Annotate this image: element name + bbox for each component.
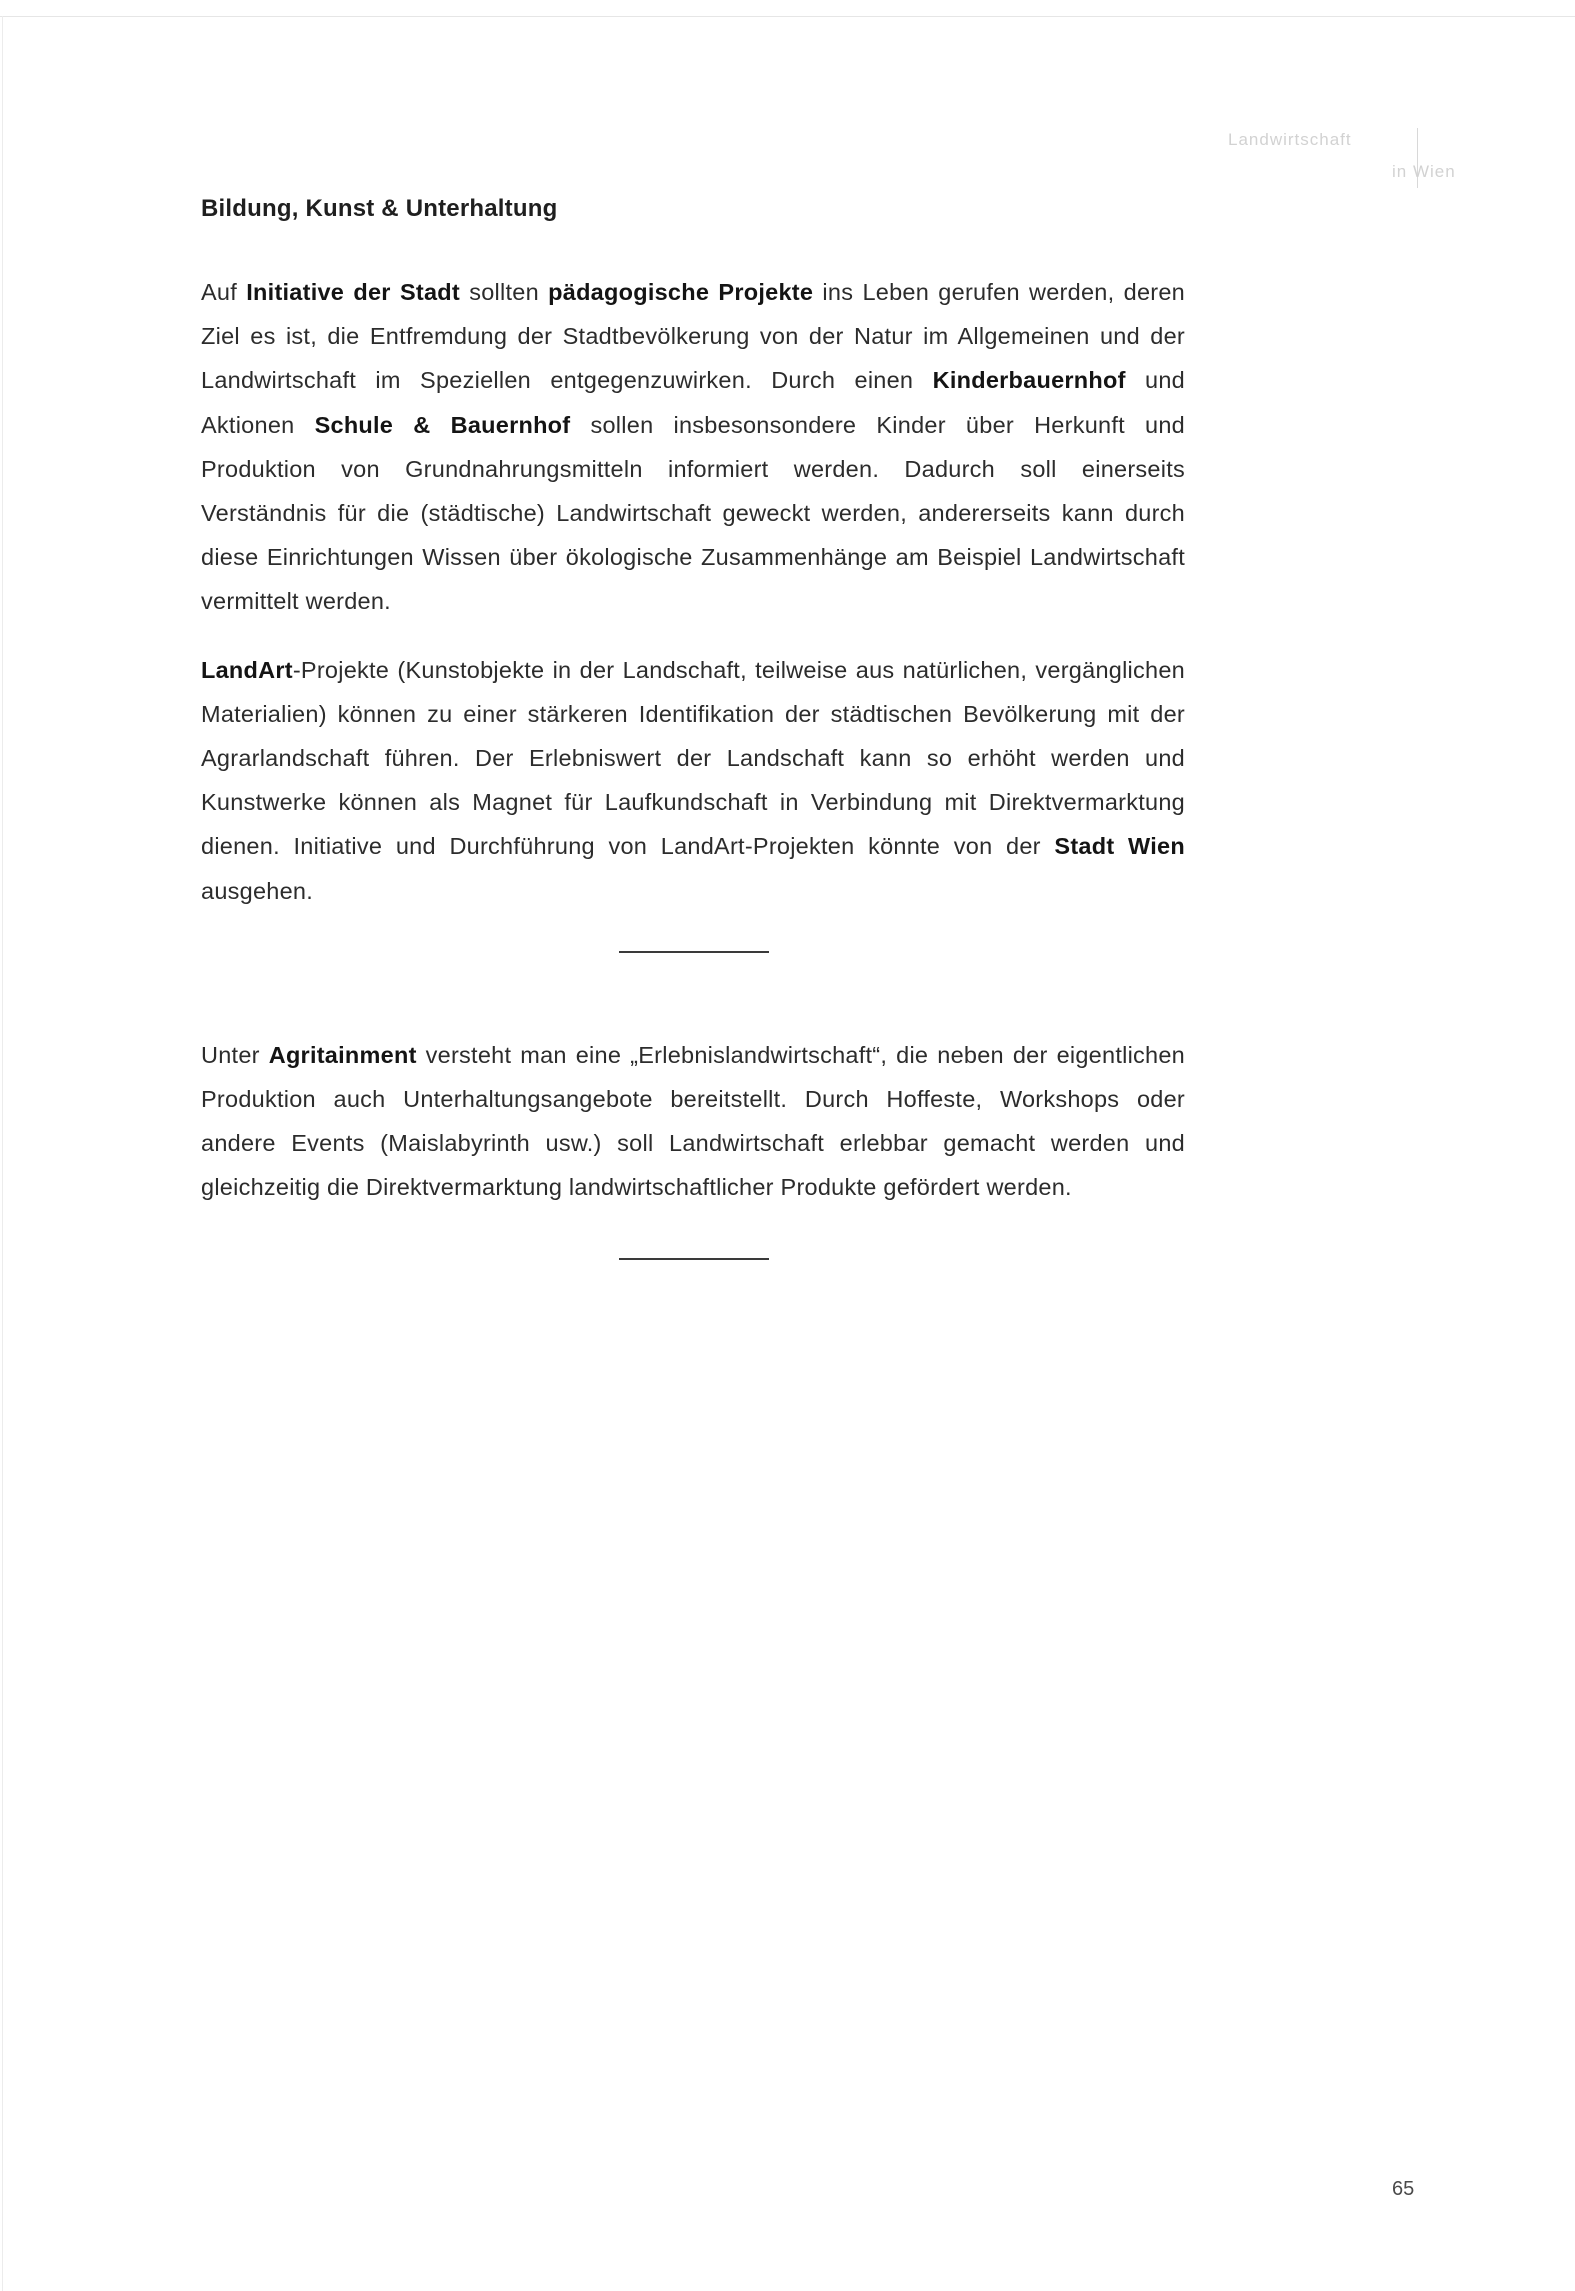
body-text: sollten [459,279,549,305]
page-number: 65 [1392,2178,1415,2200]
section-heading: Bildung, Kunst & Unterhaltung [201,195,558,222]
emphasis-text: Schule & Bauernhof [314,411,571,438]
emphasis-text: Kinderbauernhof [932,367,1126,394]
main-content [201,195,1185,1260]
body-text: versteht man eine „Erlebnislandwirtschaft“, die neben der eigentlichen Produktion auch Unterhaltungsangebote bereitstellt. Durch Hoffeste, Workshops oder andere Events (Maislabyrinth usw.) soll Landwirtschaft erlebbar gemacht werden und gleichzeitig die Direktvermarktung landwirtschaftlicher Produkte gefördert werden. [201,1041,1185,1201]
running-header-line2: in Wien [1392,162,1456,181]
body-text: sollen insbesonsondere Kinder über Herkunft und Produktion von Grundnahrungsmitteln informiert werden. Dadurch soll einerseits Verständnis für die (städtische) Landwirtschaft geweckt werden, andererseits kann durch diese Einrichtungen Wissen über ökologische Zusammenhänge am Beispiel Landwirtschaft vermittelt werden. [201,411,1185,615]
emphasis-text: Stadt Wien [1054,833,1185,860]
section-divider [619,1258,769,1260]
emphasis-text: pädagogische Projekte [548,279,814,305]
paragraph-agritainment [201,1033,1185,1210]
body-text: ausgehen. [201,877,314,904]
emphasis-text: LandArt [201,656,293,683]
body-text: und Aktionen [201,367,1185,438]
body-text: -Projekte (Kunstobjekte in der Landschaft, teilweise aus natürlichen, vergänglichen Materialien) können zu einer stärkeren Identifikation der städtischen Bevölkerung mit der Agrarlandschaft führen. Der Erlebniswert der Landschaft kann so erhöht werden und Kunstwerke können als Magnet für Laufkundschaft in Verbindung mit Direktvermarktung dienen. Initiative und Durchführung von LandArt-Projekten könnte von der [201,656,1185,860]
body-text: Unter [201,1041,269,1068]
body-text: Auf [201,279,247,305]
body-text: ins Leben gerufen werden, deren Ziel es ist, die Entfremdung der Stadtbevölkerung von der Natur im Allgemeinen und der Landwirtschaft im Speziellen entgegenzuwirken. Durch einen [201,279,1185,394]
paragraph-landart [201,648,1185,913]
running-header-line1: Landwirtschaft [1228,130,1352,149]
emphasis-text: Agritainment [268,1041,417,1068]
scan-edge-top [0,16,1575,17]
paragraph-education [201,270,1185,624]
scan-edge-left [2,16,3,2291]
section-divider [619,951,769,953]
emphasis-text: Initiative der Stadt [246,279,460,305]
